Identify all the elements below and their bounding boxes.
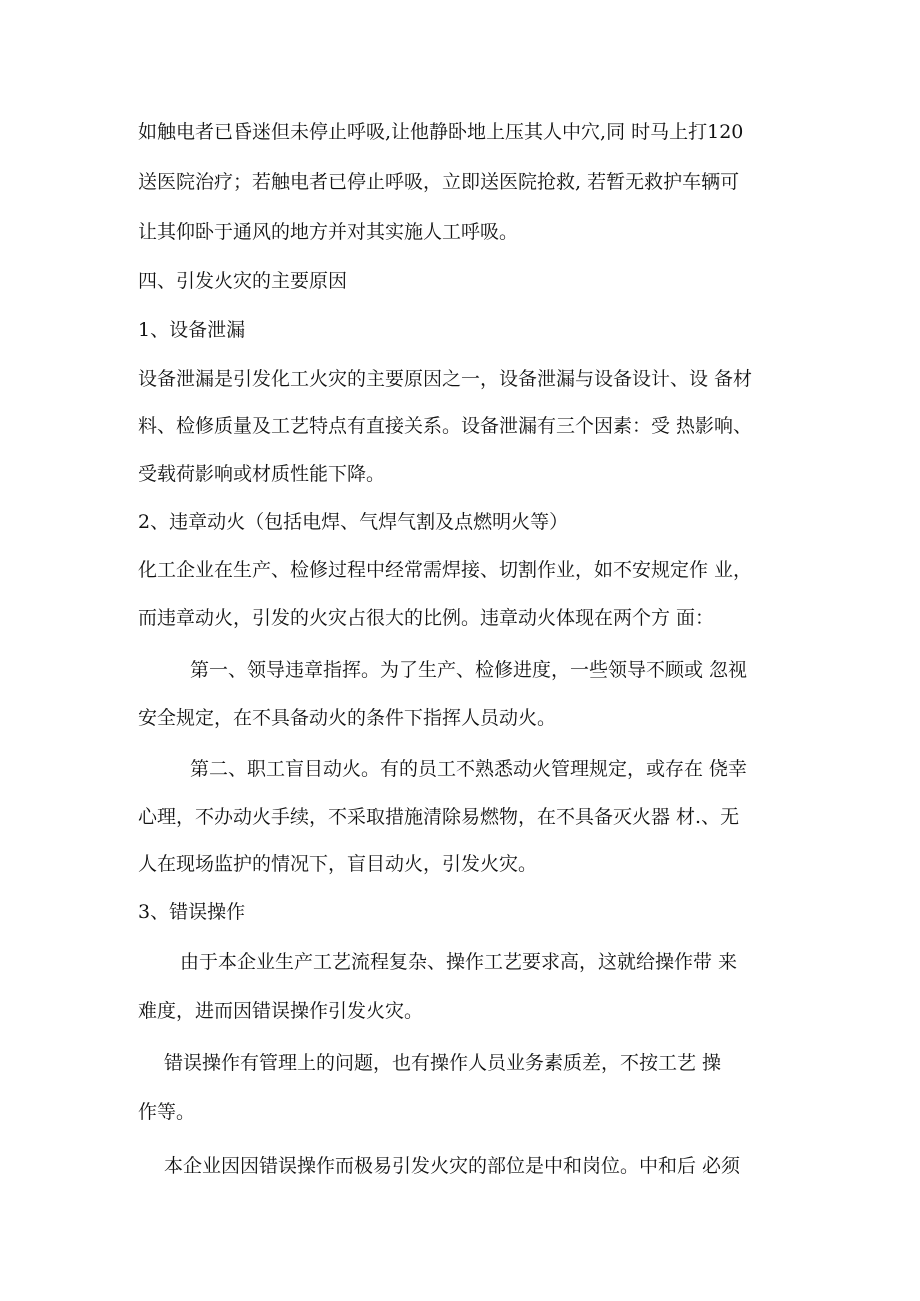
paragraph-line: 由于本企业生产工艺流程复杂、操作工艺要求高，这就给操作带 来 bbox=[180, 951, 738, 973]
paragraph-line: 设备泄漏是引发化工火灾的主要原因之一，设备泄漏与设备设计、设 备材 bbox=[138, 368, 753, 390]
paragraph-line: 本企业因因错误操作而极易引发火灾的部位是中和岗位。中和后 必须 bbox=[164, 1155, 741, 1177]
paragraph-line: 让其仰卧于通风的地方并对其实施人工呼吸。 bbox=[138, 221, 519, 243]
paragraph-line: 受载荷影响或材质性能下降。 bbox=[138, 463, 386, 485]
paragraph-line: 化工企业在生产、检修过程中经常需焊接、切割作业，如不安规定作 业， bbox=[138, 559, 753, 581]
paragraph-line: 料、检修质量及工艺特点有直接关系。设备泄漏有三个因素：受 热影响、 bbox=[138, 415, 753, 437]
paragraph-line: 送医院治疗；若触电者已停止呼吸，立即送医院抢救, 若暂无救护车辆可 bbox=[138, 171, 740, 193]
paragraph-line: 而违章动火，引发的火灾占很大的比例。违章动火体现在两个方 面： bbox=[138, 607, 715, 629]
paragraph-line: 错误操作有管理上的问题，也有操作人员业务素质差，不按工艺 操 bbox=[164, 1052, 722, 1074]
section-heading: 四、引发火灾的主要原因 bbox=[138, 270, 348, 292]
paragraph-line: 第一、领导违章指挥。为了生产、检修进度，一些领导不顾或 忽视 bbox=[190, 659, 748, 681]
paragraph-line: 第二、职工盲目动火。有的员工不熟悉动火管理规定，或存在 侥幸 bbox=[190, 758, 748, 780]
paragraph-line: 安全规定，在不具备动火的条件下指挥人员动火。 bbox=[138, 707, 557, 729]
subsection-heading: 2、违章动火（包括电焊、气焊气割及点燃明火等） bbox=[138, 511, 569, 533]
paragraph-line: 作等。 bbox=[138, 1101, 196, 1123]
subsection-heading: 3、错误操作 bbox=[138, 901, 246, 923]
paragraph-line: 难度，进而因错误操作引发火灾。 bbox=[138, 1000, 424, 1022]
paragraph-line: 心理，不办动火手续，不采取措施清除易燃物，在不具备灭火器 材.、无 bbox=[138, 806, 740, 828]
paragraph-line: 如触电者已昏迷但未停止呼吸,让他静卧地上压其人中穴,同 时马上打120 bbox=[138, 121, 744, 143]
paragraph-line: 人在现场监护的情况下，盲目动火，引发火灾。 bbox=[138, 853, 538, 875]
subsection-heading: 1、设备泄漏 bbox=[138, 319, 246, 341]
